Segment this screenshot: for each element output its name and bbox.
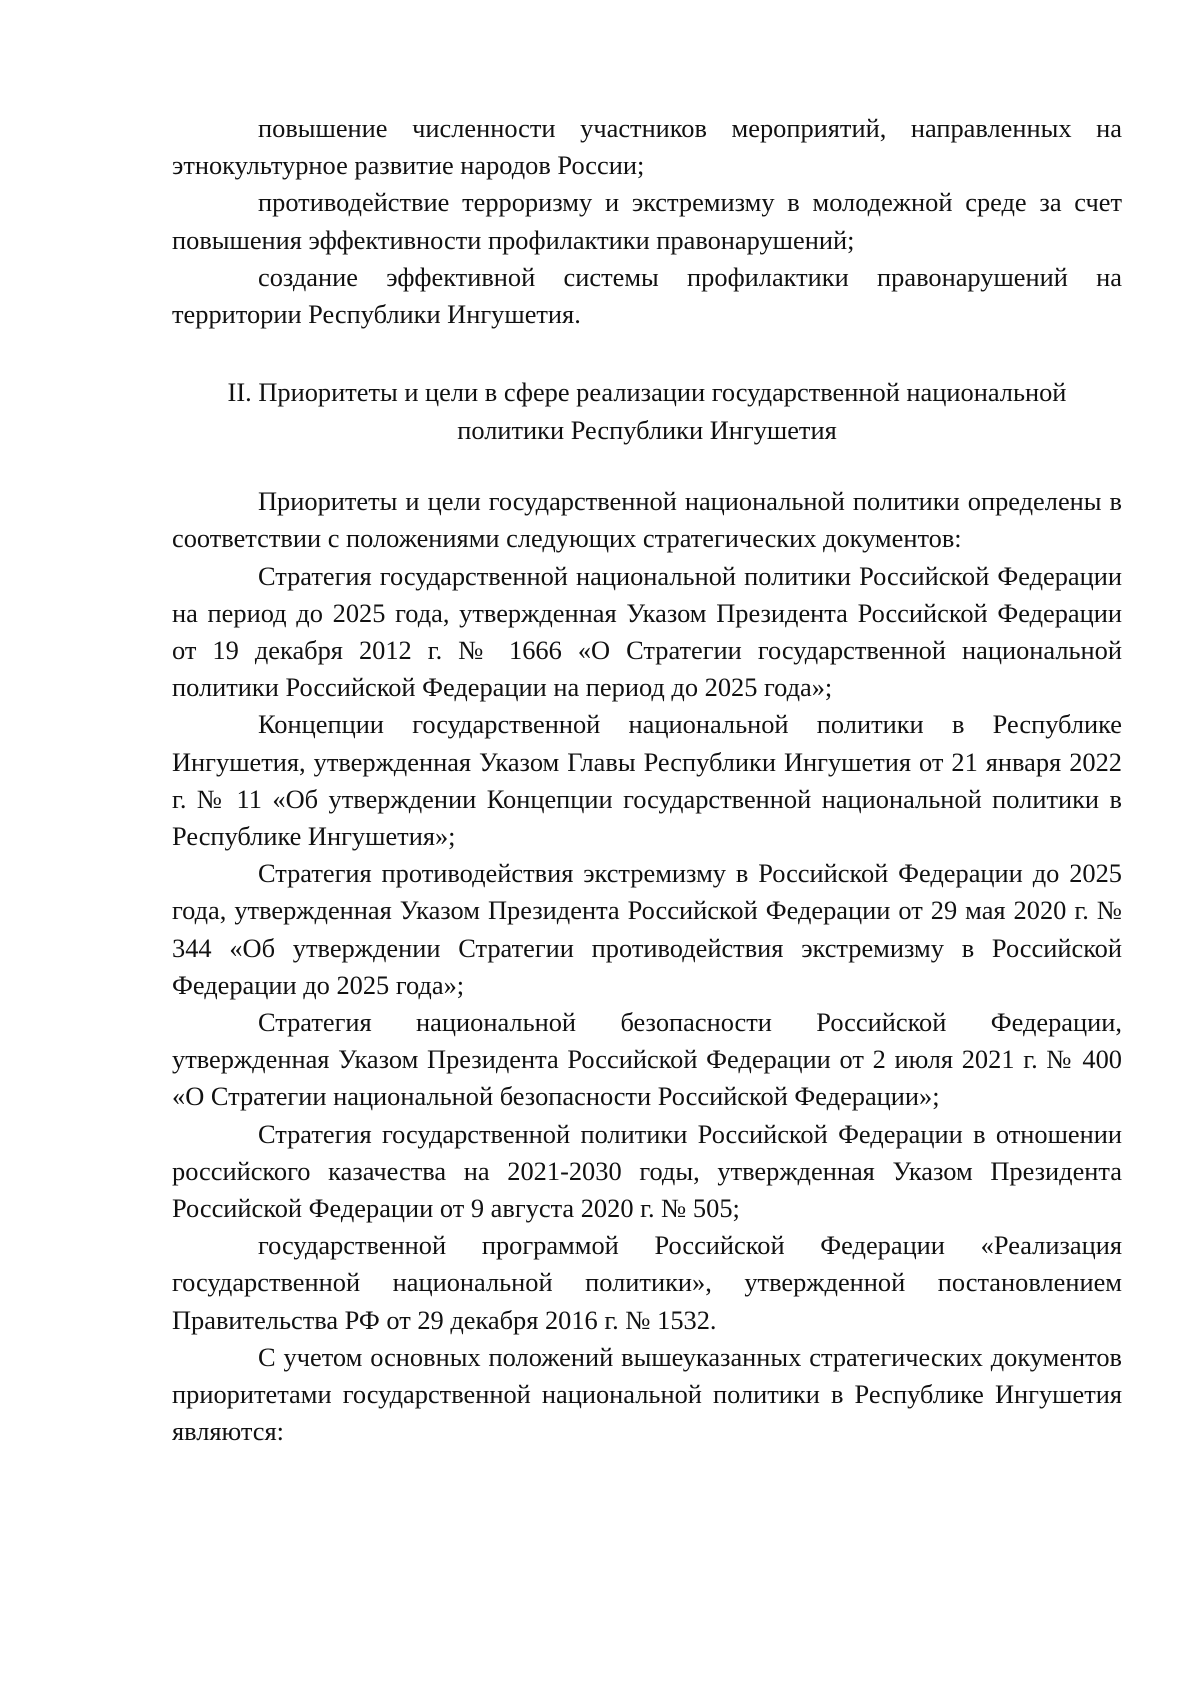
intro-item: противодействие терроризму и экстремизму в молодежной среде за счет повышения эффективности профилактики правонарушений; xyxy=(172,187,1122,255)
intro-item: создание эффективной системы профилактики правонарушений на территории Республики Ингушетия. xyxy=(172,261,1122,330)
section-paragraph: С учетом основных положений вышеуказанных стратегических документов приоритетами государственной национальной политики в Республике Ингушетия являются: xyxy=(172,1341,1122,1447)
section-paragraph: Стратегия национальной безопасности Российской Федерации, утвержденная Указом Президента Российской Федерации от 2 июля 2021 г. № 400 «О Стратегии национальной безопасности Российской Федерации»; xyxy=(172,1007,1122,1112)
section-paragraph: Стратегия противодействия экстремизму в Российской Федерации до 2025 года, утвержденная Указом Президента Российской Федерации от 29 мая 2020 г. № 344 «Об утверждении Стратегии противодействия экстремизму в Российской Федерации до 2025 года»; xyxy=(172,858,1122,1000)
intro-item: повышение численности участников мероприятий, направленных на этнокультурное развитие народов России; xyxy=(172,113,1122,181)
section-paragraph: Стратегия государственной политики Российской Федерации в отношении российского казачества на 2021-2030 годы, утвержденная Указом Президента Российской Федерации от 9 августа 2020 г. № 505; xyxy=(172,1118,1122,1224)
section-heading: II. Приоритеты и цели в сфере реализации государственной национальной политики Республики Ингушетия xyxy=(227,377,1067,446)
section-paragraph: Приоритеты и цели государственной национальной политики определены в соответствии с положениями следующих стратегических документов: xyxy=(172,486,1122,554)
document-page xyxy=(172,110,1122,1451)
section-paragraph: Концепции государственной национальной политики в Республике Ингушетия, утвержденная Указом Главы Республики Ингушетия от 21 января 2022 г. № 11 «Об утверждении Концепции государственной национальной политики в Республике Ингушетия»; xyxy=(172,709,1122,852)
section-paragraph: Стратегия государственной национальной политики Российской Федерации на период до 2025 года, утвержденная Указом Президента Российской Федерации от 19 декабря 2012 г. № 1666 «О Стратегии государственной национальной политики Российской Федерации на период до 2025 года»; xyxy=(172,560,1122,703)
section-paragraph: государственной программой Российской Федерации «Реализация государственной национальной политики», утвержденной постановлением Правительства РФ от 29 декабря 2016 г. № 1532. xyxy=(172,1230,1122,1335)
